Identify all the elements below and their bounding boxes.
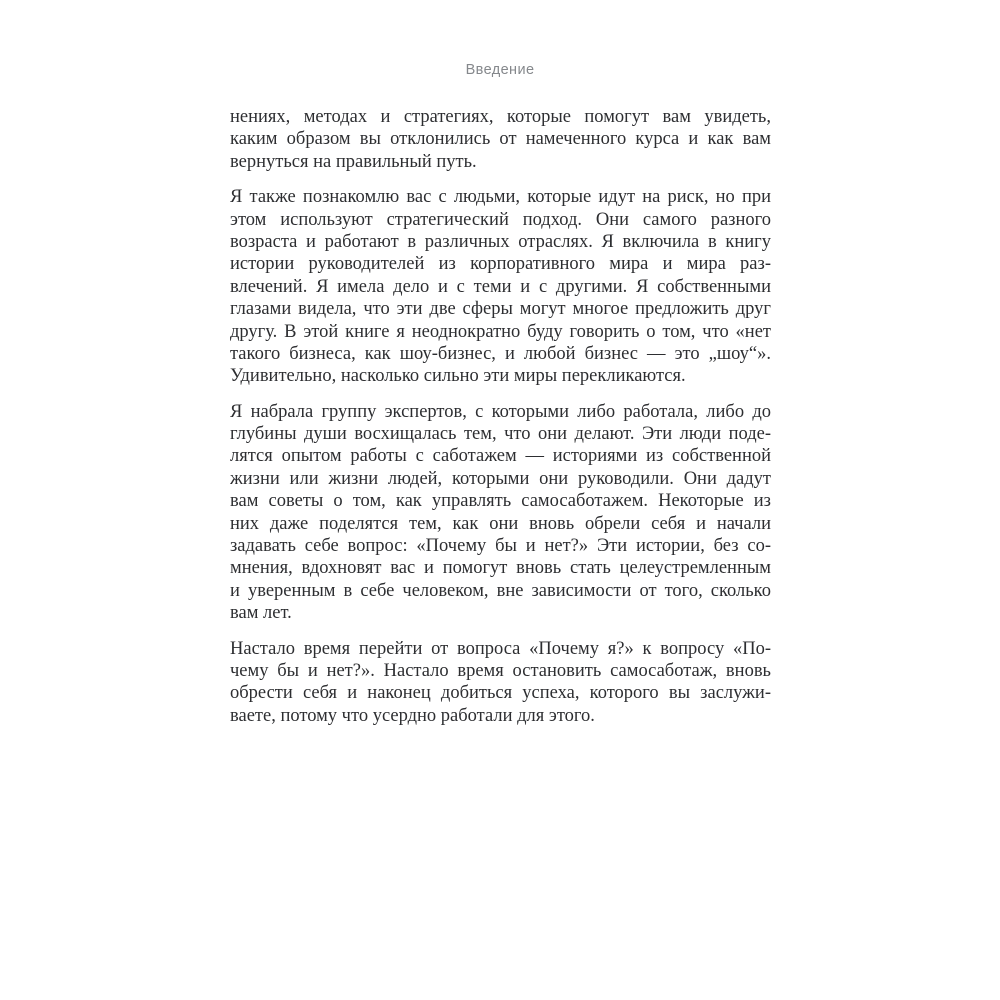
text-line: другу. В этой книге я неоднократно буду говорить о том, что «нет: [230, 321, 771, 342]
paragraph: [230, 106, 771, 173]
text-line: ваете, потому что усердно работали для этого.: [230, 705, 595, 726]
paragraph: [230, 186, 771, 388]
text-line: этом используют стратегический подход. Они самого разного: [230, 209, 771, 230]
paragraph: [230, 401, 771, 625]
text-line: мнения, вдохновят вас и помогут вновь стать целеустремленным: [230, 558, 771, 579]
text-line: влечений. Я имела дело и с теми и с другими. Я собственными: [230, 276, 771, 297]
text-line: них даже поделятся тем, как они вновь обрели себя и начали: [230, 513, 771, 534]
text-line: Удивительно, насколько сильно эти миры перекликаются.: [230, 366, 686, 387]
text-line: каким образом вы отклонились от намеченного курса и как вам: [230, 129, 771, 150]
text-line: истории руководителей из корпоративного мира и мира раз-: [230, 254, 771, 275]
text-block: [230, 106, 771, 740]
text-line: вам лет.: [230, 603, 292, 624]
text-line: глубины души восхищалась тем, что они делают. Эти люди поде-: [230, 424, 771, 445]
text-line: глазами видела, что эти две сферы могут многое предложить друг: [230, 299, 771, 320]
text-line: возраста и работают в различных отраслях. Я включила в книгу: [230, 231, 771, 252]
text-line: Я набрала группу экспертов, с которыми либо работала, либо до: [230, 401, 771, 422]
text-line: жизни или жизни людей, которыми они руководили. Они дадут: [230, 468, 771, 489]
text-line: вернуться на правильный путь.: [230, 151, 477, 172]
text-line: и уверенным в себе человеком, вне зависимости от того, сколько: [230, 580, 771, 601]
text-line: лятся опытом работы с саботажем — историями из собственной: [230, 446, 771, 467]
text-line: обрести себя и наконец добиться успеха, которого вы заслужи-: [230, 683, 771, 704]
text-line: Настало время перейти от вопроса «Почему я?» к вопросу «По-: [230, 638, 771, 659]
text-line: вам советы о том, как управлять самосаботажем. Некоторые из: [230, 491, 771, 512]
paragraph: [230, 638, 771, 728]
text-line: задавать себе вопрос: «Почему бы и нет?» Эти истории, без со-: [230, 536, 771, 557]
text-line: нениях, методах и стратегиях, которые помогут вам увидеть,: [230, 107, 771, 127]
text-line: такого бизнеса, как шоу-бизнес, и любой бизнес — это „шоу“».: [230, 343, 771, 364]
text-line: чему бы и нет?». Настало время остановить самосаботаж, вновь: [230, 660, 771, 681]
text-line: Я также познакомлю вас с людьми, которые идут на риск, но при: [230, 187, 771, 208]
chapter-header: Введение: [465, 62, 535, 78]
